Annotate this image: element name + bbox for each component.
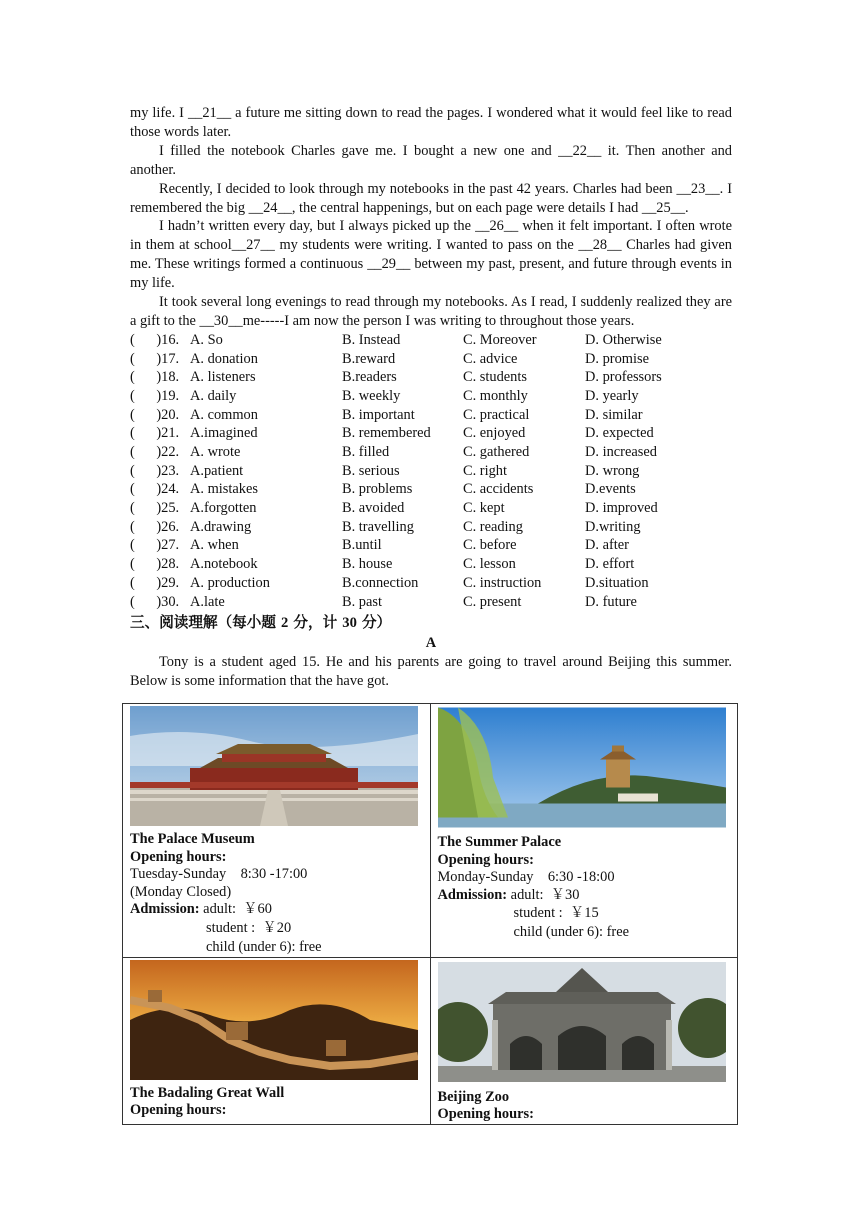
summer-palace-student-price: student : ￥15 <box>513 905 599 921</box>
option-b: B.connection <box>342 574 419 591</box>
question-number: ( )20. <box>130 406 180 423</box>
option-b: B.until <box>342 537 382 554</box>
question-row <box>130 350 732 369</box>
option-c: C. accidents <box>463 481 534 498</box>
question-number: ( )30. <box>130 593 180 610</box>
option-b: B. important <box>342 406 415 423</box>
option-a: A. production <box>190 574 270 591</box>
option-b: B. travelling <box>342 518 414 535</box>
question-row <box>130 555 732 574</box>
option-c: C. before <box>463 537 517 554</box>
option-d: D. expected <box>585 425 654 442</box>
passage-paragraph: It took several long evenings to read through my notebooks. As I read, I suddenly realized they are a gift to the __30__me-----I am now the person I was writing to throughout those years. <box>130 294 732 329</box>
question-number: ( )16. <box>130 331 180 348</box>
option-d: D. future <box>585 593 637 610</box>
question-row <box>130 536 732 555</box>
option-c: C. advice <box>463 350 518 367</box>
great-wall-cell <box>123 957 431 1124</box>
palace-museum-name: The Palace Museum <box>130 831 255 847</box>
option-c: C. reading <box>463 518 523 535</box>
question-number: ( )19. <box>130 387 180 404</box>
option-c: C. Moreover <box>463 331 537 348</box>
option-c: C. monthly <box>463 387 528 404</box>
option-c: C. kept <box>463 500 505 517</box>
question-number: ( )28. <box>130 556 180 573</box>
option-d: D.events <box>585 481 636 498</box>
summer-palace-hours-label: Opening hours: <box>437 851 534 868</box>
option-a: A. wrote <box>190 444 241 460</box>
option-a: A.patient <box>190 462 244 479</box>
beijing-zoo-photo <box>438 960 726 1084</box>
question-number: ( )29. <box>130 574 180 591</box>
section-title-text: 三、阅读理解（每小题 <box>130 614 282 632</box>
option-b: B.readers <box>342 369 397 386</box>
palace-museum-child-price: child (under 6): free <box>206 938 322 955</box>
option-c: C. instruction <box>463 574 542 591</box>
document-page <box>130 104 732 691</box>
beijing-zoo-cell <box>430 957 738 1124</box>
reading-intro: Tony is a student aged 15. He and his parents are going to travel around Beijing this summer. Below is some information that the have got. <box>130 654 732 690</box>
option-a: A. when <box>190 537 239 554</box>
section-heading <box>130 612 732 634</box>
option-a: A. daily <box>190 387 237 404</box>
question-number: ( )25. <box>130 500 180 517</box>
passage-paragraph: I hadn’t written every day, but I always picked up the __26__ when it felt important. I often wrote in them at school__27__ my students were writing. I wanted to pass on the __28__ Charles had given me. These writings formed a continuous __29__ between my past, present, and future through events in my life. <box>130 218 732 292</box>
option-c: C. practical <box>463 406 530 423</box>
palace-museum-adult-price: adult: ￥60 <box>199 901 272 917</box>
option-b: B. filled <box>342 444 390 460</box>
beijing-zoo-name: Beijing Zoo <box>437 1088 510 1105</box>
option-d: D.situation <box>585 574 649 591</box>
question-number: ( )21. <box>130 425 180 442</box>
option-b: B. Instead <box>342 331 401 348</box>
option-a: A.notebook <box>190 556 258 573</box>
passage-letter: A <box>425 635 437 652</box>
question-row <box>130 368 732 387</box>
passage-paragraph: my life. I __21__ a future me sitting down to read the pages. I wondered what it would feel like to read those words later. <box>130 105 732 140</box>
question-row <box>130 480 732 499</box>
option-b: B. weekly <box>342 387 401 404</box>
option-d: D.writing <box>585 518 641 535</box>
option-d: D. improved <box>585 500 658 517</box>
option-b: B. past <box>342 593 382 610</box>
option-b: B.reward <box>342 350 396 367</box>
question-number: ( )17. <box>130 350 180 367</box>
question-row <box>130 462 732 481</box>
summer-palace-admission-label: Admission: <box>437 886 508 903</box>
section-points-per-question: 2 <box>281 615 289 632</box>
option-b: B. remembered <box>342 425 431 442</box>
option-b: B. serious <box>342 462 400 479</box>
option-b: B. problems <box>342 481 413 498</box>
passage-paragraph: I filled the notebook Charles gave me. I bought a new one and __22__ it. Then another and another. <box>130 142 732 178</box>
option-d: D. professors <box>585 369 662 386</box>
great-wall-name: The Badaling Great Wall <box>130 1084 285 1101</box>
summer-palace-photo <box>438 706 726 829</box>
question-number: ( )23. <box>130 462 180 479</box>
option-a: A. listeners <box>190 369 256 386</box>
summer-palace-hours: Monday-Sunday 6:30 -18:00 <box>437 869 615 885</box>
option-c: C. present <box>463 593 522 610</box>
question-number: ( )24. <box>130 481 180 498</box>
section-title-end: 分） <box>356 614 392 632</box>
option-d: D. Otherwise <box>585 331 662 348</box>
question-number: ( )22. <box>130 444 180 460</box>
option-b: B. house <box>342 556 393 573</box>
option-d: D. promise <box>585 350 649 367</box>
palace-museum-admission-label: Admission: <box>130 901 200 917</box>
option-c: C. gathered <box>463 444 530 460</box>
question-row <box>130 331 732 350</box>
question-number: ( )26. <box>130 518 180 535</box>
option-a: A. mistakes <box>190 481 258 498</box>
palace-museum-student-price: student : ￥20 <box>206 919 292 936</box>
palace-museum-photo <box>130 706 418 826</box>
palace-museum-hours-label: Opening hours: <box>130 848 227 865</box>
option-a: A.forgotten <box>190 500 257 517</box>
option-a: A.imagined <box>190 425 258 442</box>
beijing-zoo-hours-label: Opening hours: <box>437 1106 534 1122</box>
summer-palace-name: The Summer Palace <box>437 834 562 850</box>
passage-paragraph: Recently, I decided to look through my notebooks in the past 42 years. Charles had been __23__. I remembered the big __24__, the central happenings, but on each page were details I had __25__. <box>130 180 732 216</box>
section-total-points: 30 <box>342 615 357 632</box>
section-title-mid: 分，计 <box>288 614 343 632</box>
option-a: A. So <box>190 331 223 348</box>
option-d: D. increased <box>585 444 657 460</box>
option-a: A.drawing <box>190 518 252 535</box>
option-a: A. donation <box>190 350 258 367</box>
option-d: D. effort <box>585 556 635 573</box>
great-wall-photo <box>130 960 418 1080</box>
question-row <box>130 387 732 406</box>
question-row <box>130 574 732 593</box>
summer-palace-child-price: child (under 6): free <box>513 924 629 940</box>
question-row <box>130 406 732 425</box>
option-d: D. similar <box>585 406 643 423</box>
question-row <box>130 424 732 443</box>
attractions-table <box>122 703 738 1125</box>
option-d: D. after <box>585 537 629 554</box>
palace-museum-note: (Monday Closed) <box>130 883 232 900</box>
question-list <box>130 331 732 611</box>
option-c: C. students <box>463 369 527 386</box>
option-c: C. right <box>463 462 507 479</box>
question-row <box>130 518 732 537</box>
question-row <box>130 443 732 462</box>
option-b: B. avoided <box>342 500 405 517</box>
question-number: ( )27. <box>130 537 180 554</box>
option-d: D. yearly <box>585 387 639 404</box>
great-wall-hours-label: Opening hours: <box>130 1102 227 1118</box>
question-row <box>130 593 732 612</box>
option-c: C. lesson <box>463 556 516 573</box>
summer-palace-cell <box>430 704 738 958</box>
option-c: C. enjoyed <box>463 425 526 442</box>
option-a: A.late <box>190 593 225 610</box>
option-d: D. wrong <box>585 462 640 479</box>
question-number: ( )18. <box>130 369 180 386</box>
palace-museum-cell <box>123 704 431 958</box>
summer-palace-adult-price: adult: ￥30 <box>507 886 580 903</box>
palace-museum-hours: Tuesday-Sunday 8:30 -17:00 <box>130 866 308 882</box>
option-a: A. common <box>190 406 258 423</box>
question-row <box>130 499 732 518</box>
